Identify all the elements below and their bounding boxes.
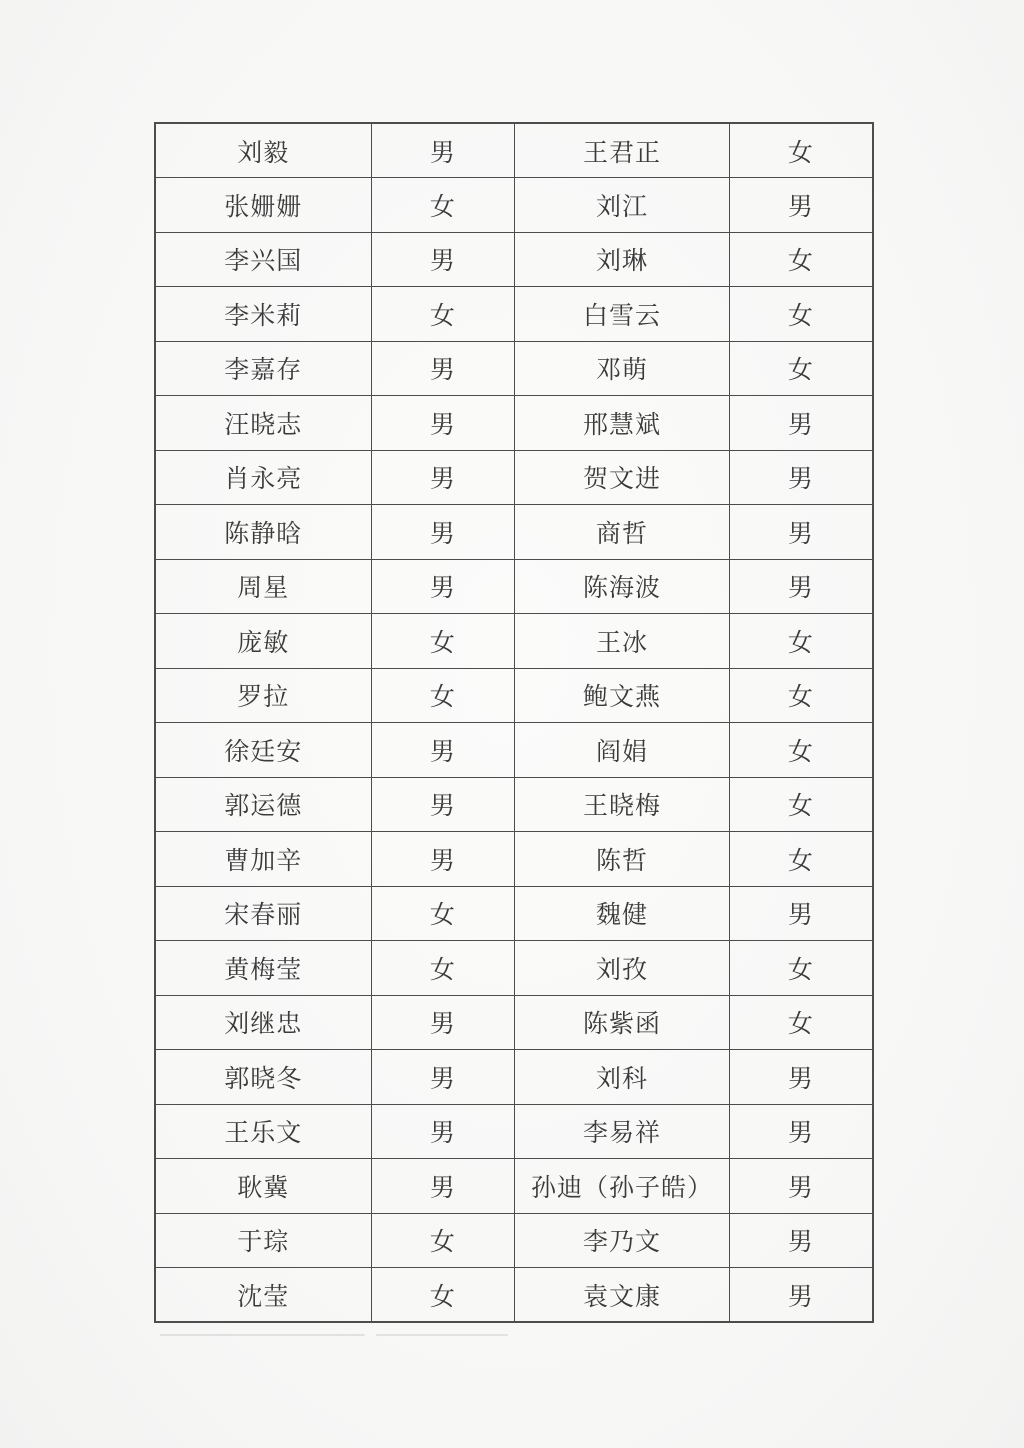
person-name-cell: 宋春丽 xyxy=(155,886,371,941)
person-name-cell: 曹加辛 xyxy=(155,832,371,887)
person-name-cell: 周星 xyxy=(155,559,371,614)
gender-cell: 男 xyxy=(729,1050,873,1105)
table-row xyxy=(155,668,873,723)
person-name-cell: 孙迪（孙子皓） xyxy=(515,1159,730,1214)
gender-cell: 女 xyxy=(371,614,515,669)
gender-cell: 女 xyxy=(729,614,873,669)
table-row xyxy=(155,1159,873,1214)
scan-artifact-line xyxy=(160,1334,365,1336)
gender-cell: 男 xyxy=(729,450,873,505)
gender-cell: 女 xyxy=(371,1213,515,1268)
person-name-cell: 刘毅 xyxy=(155,123,371,178)
scan-artifact-line xyxy=(376,1334,508,1336)
person-name-cell: 陈静晗 xyxy=(155,505,371,560)
person-name-cell: 张姗姗 xyxy=(155,178,371,233)
gender-cell: 女 xyxy=(371,668,515,723)
person-name-cell: 刘科 xyxy=(515,1050,730,1105)
person-name-cell: 王君正 xyxy=(515,123,730,178)
person-name-cell: 李兴国 xyxy=(155,232,371,287)
gender-cell: 女 xyxy=(729,723,873,778)
table-row xyxy=(155,396,873,451)
person-name-cell: 商哲 xyxy=(515,505,730,560)
gender-cell: 女 xyxy=(729,777,873,832)
table-row xyxy=(155,341,873,396)
gender-cell: 女 xyxy=(729,668,873,723)
person-name-cell: 刘琳 xyxy=(515,232,730,287)
table-row xyxy=(155,777,873,832)
gender-cell: 男 xyxy=(371,505,515,560)
gender-cell: 男 xyxy=(729,396,873,451)
gender-cell: 男 xyxy=(729,1104,873,1159)
gender-cell: 男 xyxy=(729,1268,873,1323)
gender-cell: 男 xyxy=(371,396,515,451)
table-row xyxy=(155,995,873,1050)
gender-cell: 女 xyxy=(729,232,873,287)
gender-cell: 男 xyxy=(371,232,515,287)
gender-cell: 男 xyxy=(371,341,515,396)
person-name-cell: 沈莹 xyxy=(155,1268,371,1323)
gender-cell: 女 xyxy=(729,341,873,396)
person-name-cell: 庞敏 xyxy=(155,614,371,669)
person-name-cell: 邓萌 xyxy=(515,341,730,396)
gender-cell: 女 xyxy=(729,123,873,178)
person-name-cell: 汪晓志 xyxy=(155,396,371,451)
gender-cell: 男 xyxy=(729,559,873,614)
gender-cell: 男 xyxy=(371,995,515,1050)
person-name-cell: 郭晓冬 xyxy=(155,1050,371,1105)
table-row xyxy=(155,1050,873,1105)
person-name-cell: 袁文康 xyxy=(515,1268,730,1323)
table-row xyxy=(155,559,873,614)
gender-cell: 男 xyxy=(371,777,515,832)
person-name-cell: 鲍文燕 xyxy=(515,668,730,723)
person-name-cell: 王乐文 xyxy=(155,1104,371,1159)
gender-cell: 男 xyxy=(729,1159,873,1214)
table-row xyxy=(155,178,873,233)
roster-table xyxy=(154,122,874,1323)
gender-cell: 男 xyxy=(371,1050,515,1105)
gender-cell: 女 xyxy=(371,178,515,233)
person-name-cell: 刘江 xyxy=(515,178,730,233)
gender-cell: 女 xyxy=(371,886,515,941)
gender-cell: 女 xyxy=(729,941,873,996)
gender-cell: 男 xyxy=(371,1104,515,1159)
table-row xyxy=(155,232,873,287)
table-row xyxy=(155,287,873,342)
gender-cell: 女 xyxy=(729,832,873,887)
person-name-cell: 陈哲 xyxy=(515,832,730,887)
person-name-cell: 李乃文 xyxy=(515,1213,730,1268)
person-name-cell: 阎娟 xyxy=(515,723,730,778)
person-name-cell: 郭运德 xyxy=(155,777,371,832)
person-name-cell: 罗拉 xyxy=(155,668,371,723)
person-name-cell: 肖永亮 xyxy=(155,450,371,505)
gender-cell: 男 xyxy=(371,123,515,178)
person-name-cell: 贺文进 xyxy=(515,450,730,505)
gender-cell: 女 xyxy=(371,941,515,996)
table-row xyxy=(155,832,873,887)
gender-cell: 男 xyxy=(729,1213,873,1268)
table-row xyxy=(155,123,873,178)
person-name-cell: 李米莉 xyxy=(155,287,371,342)
roster-table-body xyxy=(155,123,873,1322)
person-name-cell: 于琮 xyxy=(155,1213,371,1268)
table-row xyxy=(155,941,873,996)
table-row xyxy=(155,886,873,941)
person-name-cell: 耿冀 xyxy=(155,1159,371,1214)
gender-cell: 男 xyxy=(371,559,515,614)
gender-cell: 女 xyxy=(729,287,873,342)
gender-cell: 男 xyxy=(729,178,873,233)
gender-cell: 男 xyxy=(729,886,873,941)
table-row xyxy=(155,614,873,669)
gender-cell: 男 xyxy=(371,450,515,505)
person-name-cell: 魏健 xyxy=(515,886,730,941)
gender-cell: 女 xyxy=(371,1268,515,1323)
person-name-cell: 李嘉存 xyxy=(155,341,371,396)
person-name-cell: 邢慧斌 xyxy=(515,396,730,451)
gender-cell: 女 xyxy=(371,287,515,342)
person-name-cell: 王晓梅 xyxy=(515,777,730,832)
table-row xyxy=(155,1213,873,1268)
person-name-cell: 陈紫函 xyxy=(515,995,730,1050)
table-row xyxy=(155,1104,873,1159)
person-name-cell: 刘继忠 xyxy=(155,995,371,1050)
table-row xyxy=(155,450,873,505)
person-name-cell: 李易祥 xyxy=(515,1104,730,1159)
gender-cell: 男 xyxy=(371,832,515,887)
person-name-cell: 黄梅莹 xyxy=(155,941,371,996)
person-name-cell: 陈海波 xyxy=(515,559,730,614)
table-row xyxy=(155,1268,873,1323)
gender-cell: 男 xyxy=(371,723,515,778)
table-row xyxy=(155,505,873,560)
person-name-cell: 刘孜 xyxy=(515,941,730,996)
person-name-cell: 白雪云 xyxy=(515,287,730,342)
person-name-cell: 徐廷安 xyxy=(155,723,371,778)
person-name-cell: 王冰 xyxy=(515,614,730,669)
table-row xyxy=(155,723,873,778)
gender-cell: 男 xyxy=(371,1159,515,1214)
gender-cell: 女 xyxy=(729,995,873,1050)
gender-cell: 男 xyxy=(729,505,873,560)
